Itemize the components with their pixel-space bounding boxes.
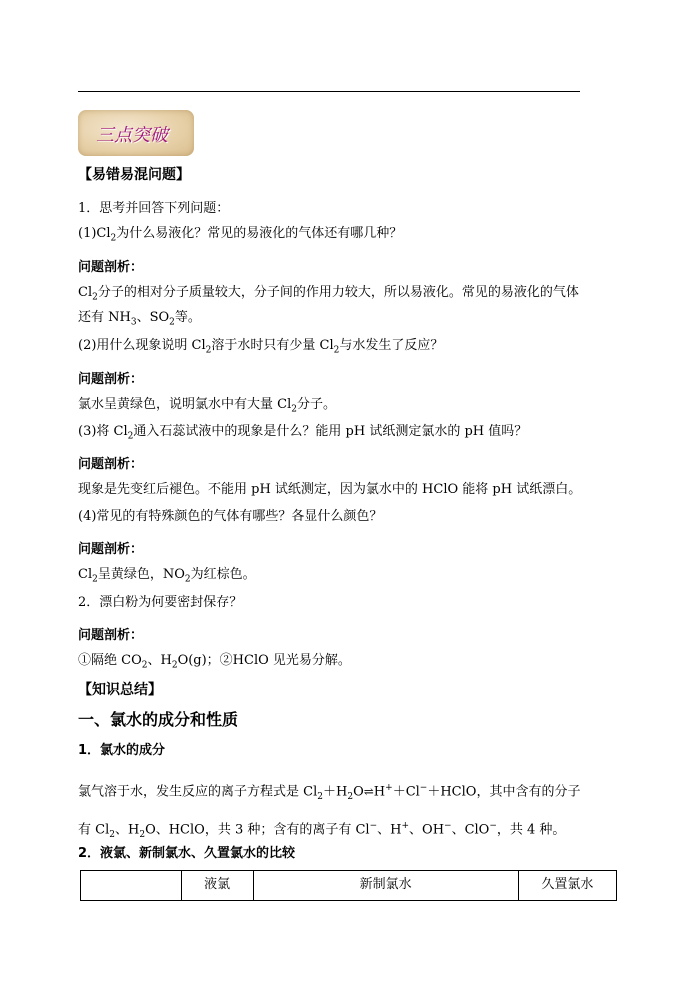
a1-2: 氯水呈黄绿色，说明氯水中有大量 $Cl_2$分子。: [78, 397, 336, 415]
heading-comparison: 2．液氯、新制氯水、久置氯水的比较: [78, 846, 296, 861]
analysis-label-5: 问题剖析：: [78, 628, 144, 643]
heading-summary: 【知识总结】: [78, 682, 162, 698]
heading-confuse: 【易错易混问题】: [78, 167, 190, 183]
analysis-label-4: 问题剖析：: [78, 542, 144, 557]
analysis-label-3: 问题剖析：: [78, 457, 144, 472]
analysis-label-2: 问题剖析：: [78, 372, 144, 387]
q1-1: $(1)Cl_2$为什么易液化？常见的易液化的气体还有哪几种？: [78, 226, 403, 244]
analysis-label-1: 问题剖析：: [78, 260, 144, 275]
table-header-cell: 新制氯水: [253, 871, 518, 901]
a1-1-line2: 还有 $NH_3$、$SO_2$等。: [78, 310, 201, 328]
a1-3: 现象是先变红后褪色。不能用 pH 试纸测定，因为氯水中的 HClO 能将 pH 试纸漂白。: [78, 482, 582, 497]
q2: 2．漂白粉为何要密封保存？: [78, 595, 243, 610]
table-header-cell: 久置氯水: [518, 871, 616, 901]
table-header-row: [81, 871, 617, 901]
a1-4: $Cl_2$呈黄绿色，$NO_2$为红棕色。: [78, 567, 256, 585]
a1-1-line1: $Cl_2$分子的相对分子质量较大，分子间的作用力较大，所以易液化。常见的易液化的气体: [78, 285, 579, 303]
banner-title: 三点突破: [96, 125, 168, 146]
q1-intro: 1．思考并回答下列问题：: [78, 201, 230, 216]
para-species: 有 $Cl_2$、$H_2O$、HClO，共 3 种；含有的离子有 Cl−、H+、OH−、ClO−，共 4 种。: [78, 821, 566, 840]
heading-chlorine-water: 一、氯水的成分和性质: [78, 710, 239, 729]
reversible-arrow-icon: ⇌: [363, 784, 374, 799]
q1-2: (2)用什么现象说明 $Cl_2$溶于水时只有少量 $Cl_2$与水发生了反应？: [78, 338, 444, 356]
heading-composition: 1．氯水的成分: [78, 743, 166, 758]
section-banner: [78, 110, 194, 156]
q1-3: (3)将 $Cl_2$通入石蕊试液中的现象是什么？能用 pH 试纸测定氯水的 pH 值吗？: [78, 424, 528, 442]
table-header-cell: 液氯: [181, 871, 253, 901]
a2: ①隔绝 $CO_2$、$H_2O(g)$；②HClO 见光易分解。: [78, 653, 351, 671]
header-rule: [78, 91, 580, 92]
table-header-cell: [81, 871, 182, 901]
comparison-table: [80, 870, 617, 901]
q1-4: (4)常见的有特殊颜色的气体有哪些？各显什么颜色？: [78, 509, 383, 524]
para-equation: 氯气溶于水，发生反应的离子方程式是 $Cl_2+H_2O\rightleftharpoons H^++Cl^-+HClO$，其中含有的分子: [78, 783, 581, 802]
